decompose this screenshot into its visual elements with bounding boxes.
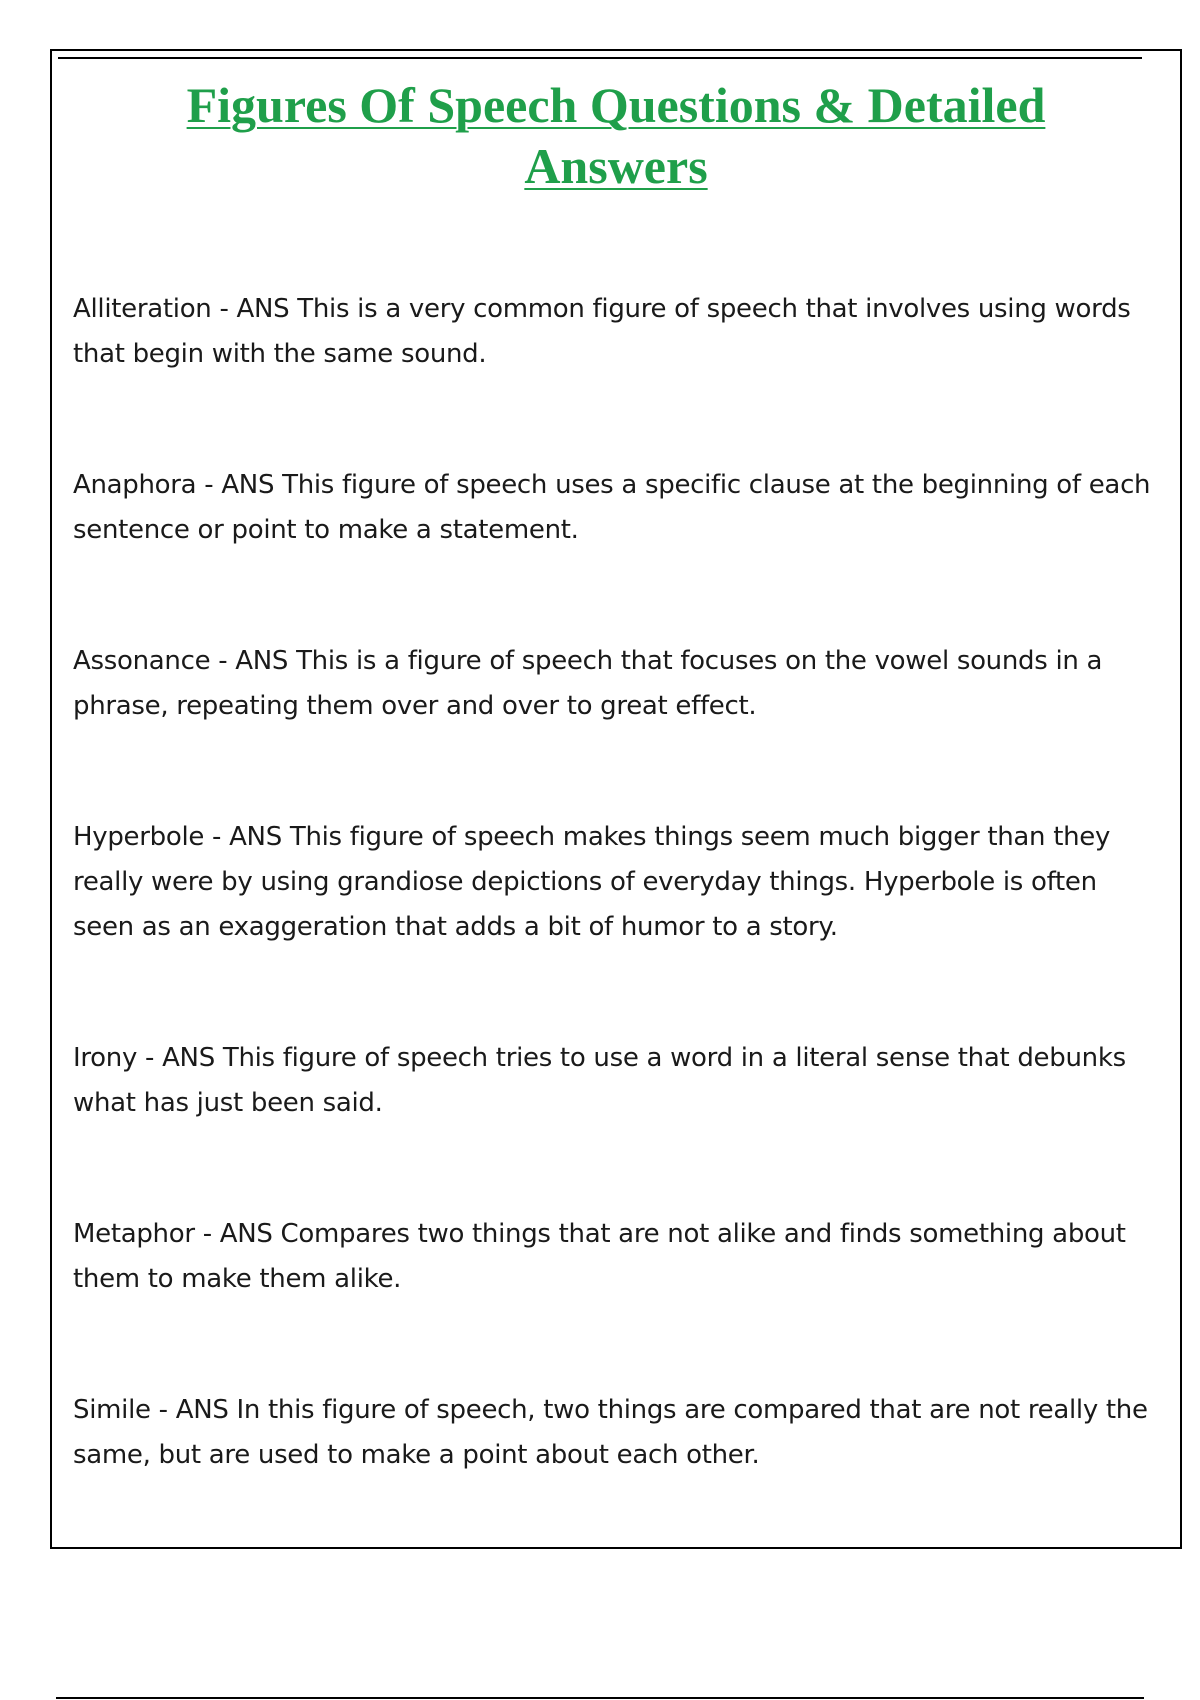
entry-hyperbole: Hyperbole - ANS This figure of speech makes things seem much bigger than they really were by using grandiose depictions of everyday things. Hyperbole is often seen as an exaggeration that adds a bit of humor to a story. — [73, 822, 1111, 942]
entry-simile: Simile - ANS In this figure of speech, two things are compared that are not really the same, but are used to make a point about each other. — [73, 1395, 1148, 1470]
entry-alliteration: Alliteration - ANS This is a very common figure of speech that involves using words that begin with the same sound. — [73, 294, 1131, 369]
entry-metaphor: Metaphor - ANS Compares two things that are not alike and finds something about them to make them alike. — [73, 1219, 1126, 1294]
entry-assonance: Assonance - ANS This is a figure of speech that focuses on the vowel sounds in a phrase, repeating them over and over to great effect. — [73, 646, 1103, 721]
top-rule — [58, 57, 1142, 59]
entry-irony: Irony - ANS This figure of speech tries to use a word in a literal sense that debunks what has just been said. — [73, 1043, 1126, 1118]
document-title-line-2: Answers — [524, 138, 708, 194]
page-frame — [50, 49, 1182, 1549]
entry-anaphora: Anaphora - ANS This figure of speech uses a specific clause at the beginning of each sentence or point to make a statement. — [73, 470, 1151, 545]
entry-list — [73, 287, 1160, 1564]
bottom-rule — [56, 1697, 1144, 1699]
document-title-line-1: Figures Of Speech Questions & Detailed — [186, 77, 1046, 133]
document-title — [52, 75, 1180, 197]
